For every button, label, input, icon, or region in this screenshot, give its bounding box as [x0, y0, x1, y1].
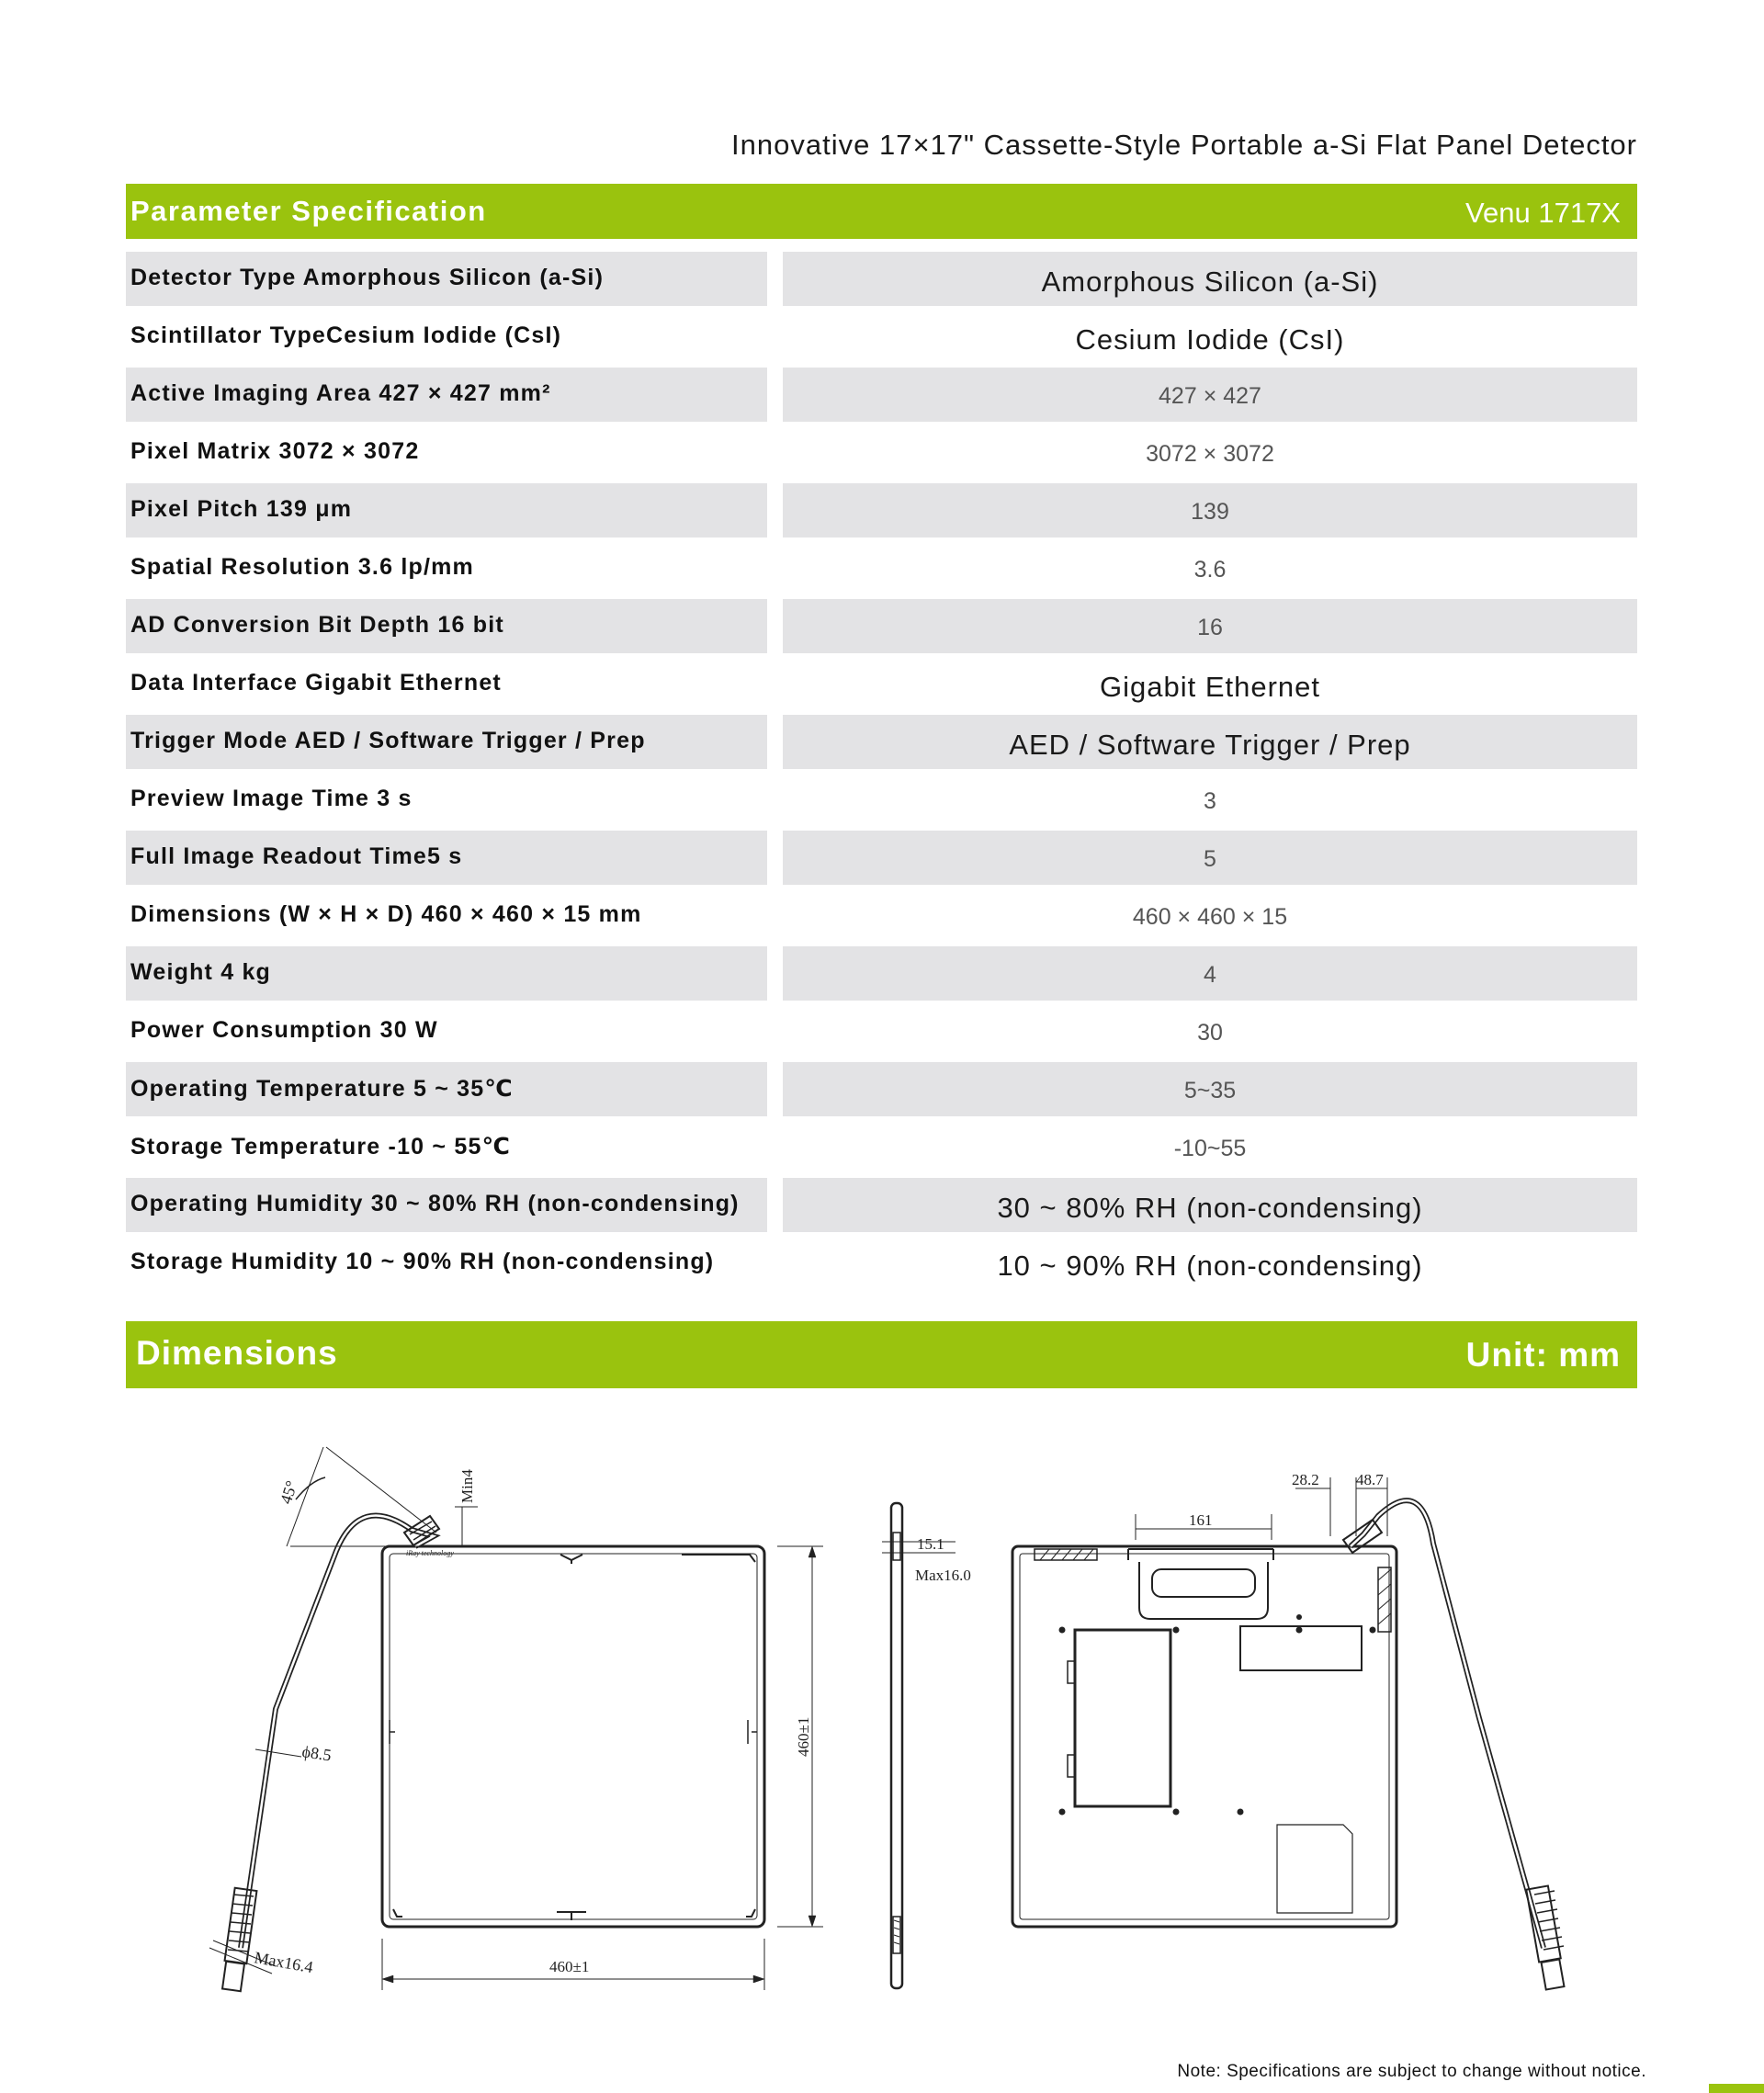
spec-value: 3072 × 3072 [1146, 441, 1274, 467]
spec-cell [783, 252, 1637, 306]
unit-label: Unit: mm [1465, 1336, 1621, 1374]
label-height: 460±1 [795, 1716, 812, 1757]
spec-cell [783, 310, 1637, 364]
dimension-drawing [0, 1397, 1764, 2040]
dimensions-header-bar [126, 1321, 1637, 1388]
param-label: Full Image Readout Time5 s [130, 843, 463, 869]
spec-cell [783, 1062, 1637, 1116]
spec-cell [783, 773, 1637, 827]
param-cell [126, 946, 767, 1001]
param-cell [126, 773, 767, 827]
param-label: Weight 4 kg [130, 959, 272, 985]
table-row [0, 715, 1764, 773]
footnote: Note: Specifications are subject to change without notice. [1177, 2062, 1646, 2081]
spec-value: 30 [1197, 1020, 1223, 1046]
param-label: Operating Temperature 5 ~ 35℃ [130, 1076, 514, 1102]
param-label: Trigger Mode AED / Software Trigger / Prep [130, 728, 646, 753]
spec-cell [783, 946, 1637, 1001]
table-row [0, 657, 1764, 715]
table-row [0, 1120, 1764, 1178]
table-row [0, 1004, 1764, 1062]
spec-value: 16 [1197, 615, 1223, 640]
spec-cell [783, 715, 1637, 769]
spec-cell [783, 1178, 1637, 1232]
label-offset-b: 48.7 [1356, 1471, 1384, 1488]
spec-value: 3.6 [1193, 557, 1227, 583]
spec-value: Gigabit Ethernet [1099, 671, 1321, 703]
spec-value: 5~35 [1183, 1078, 1237, 1103]
table-row [0, 599, 1764, 657]
label-cable-diameter: ϕ8.5 [300, 1742, 333, 1765]
table-row [0, 1178, 1764, 1236]
param-cell [126, 1062, 767, 1116]
param-label: Preview Image Time 3 s [130, 786, 413, 811]
param-cell [126, 715, 767, 769]
param-cell [126, 483, 767, 537]
param-cell [126, 425, 767, 480]
spec-value: Amorphous Silicon (a-Si) [1041, 266, 1379, 298]
table-row [0, 888, 1764, 946]
spec-value: 10 ~ 90% RH (non-condensing) [997, 1250, 1423, 1282]
table-row [0, 773, 1764, 831]
spec-cell [783, 1004, 1637, 1058]
param-cell [126, 1236, 767, 1290]
param-cell [126, 831, 767, 885]
dimensions-title: Dimensions [136, 1334, 338, 1372]
param-label: Pixel Matrix 3072 × 3072 [130, 438, 420, 464]
param-cell [126, 310, 767, 364]
param-cell [126, 1120, 767, 1174]
spec-cell [783, 888, 1637, 943]
spec-cell [783, 541, 1637, 595]
param-cell [126, 599, 767, 653]
model-name: Venu 1717X [1465, 197, 1621, 229]
param-label: Storage Humidity 10 ~ 90% RH (non-condensing) [130, 1249, 715, 1274]
label-handle-width: 161 [1189, 1511, 1213, 1529]
spec-cell [783, 1120, 1637, 1174]
table-row [0, 1062, 1764, 1120]
label-width: 460±1 [549, 1958, 590, 1975]
param-cell [126, 888, 767, 943]
table-row [0, 946, 1764, 1004]
param-label: AD Conversion Bit Depth 16 bit [130, 612, 504, 638]
spec-cell [783, 831, 1637, 885]
spec-cell [783, 425, 1637, 480]
back-view [1012, 1477, 1564, 1990]
table-row [0, 368, 1764, 425]
table-row [0, 252, 1764, 310]
param-cell [126, 657, 767, 711]
spec-value: 4 [1204, 962, 1216, 988]
table-row [0, 310, 1764, 368]
front-view [209, 1447, 823, 1991]
spec-value: 3 [1204, 788, 1216, 814]
label-angle: 45° [276, 1478, 301, 1507]
param-label: Power Consumption 30 W [130, 1017, 438, 1043]
label-offset-a: 28.2 [1292, 1471, 1319, 1488]
spec-value: 427 × 427 [1159, 383, 1261, 409]
param-label: Storage Temperature -10 ~ 55℃ [130, 1134, 512, 1160]
param-label: Spatial Resolution 3.6 lp/mm [130, 554, 474, 580]
label-plug-max: Max16.4 [253, 1948, 315, 1977]
brand-mark: iRay technology [406, 1549, 454, 1557]
param-label: Operating Humidity 30 ~ 80% RH (non-condensing) [130, 1191, 740, 1216]
param-label: Detector Type Amorphous Silicon (a-Si) [130, 265, 605, 290]
spec-value: 139 [1191, 499, 1229, 525]
param-label: Active Imaging Area 427 × 427 mm² [130, 380, 551, 406]
param-label: Dimensions (W × H × D) 460 × 460 × 15 mm [130, 901, 642, 927]
corner-accent [1709, 2084, 1764, 2093]
param-label: Pixel Pitch 139 μm [130, 496, 353, 522]
table-row [0, 831, 1764, 888]
spec-cell [783, 599, 1637, 653]
param-cell [126, 1178, 767, 1232]
param-label: Scintillator TypeCesium Iodide (CsI) [130, 322, 562, 348]
spec-cell [783, 1236, 1637, 1290]
spec-header-title: Parameter Specification [130, 195, 487, 227]
spec-cell [783, 368, 1637, 422]
table-row [0, 483, 1764, 541]
spec-value: AED / Software Trigger / Prep [1009, 729, 1411, 761]
param-cell [126, 368, 767, 422]
table-row [0, 1236, 1764, 1294]
spec-value: Cesium Iodide (CsI) [1075, 323, 1345, 356]
table-row [0, 425, 1764, 483]
param-cell [126, 541, 767, 595]
param-label: Data Interface Gigabit Ethernet [130, 670, 502, 696]
param-cell [126, 1004, 767, 1058]
spec-value: -10~55 [1173, 1136, 1247, 1161]
label-min-clearance: Min4 [458, 1469, 476, 1503]
table-row [0, 541, 1764, 599]
spec-cell [783, 483, 1637, 537]
label-thickness-max: Max16.0 [915, 1567, 971, 1584]
param-cell [126, 252, 767, 306]
spec-header-bar [126, 184, 1637, 239]
document-title: Innovative 17×17" Cassette-Style Portable a-Si Flat Panel Detector [731, 129, 1637, 161]
spec-cell [783, 657, 1637, 711]
spec-value: 460 × 460 × 15 [1132, 904, 1288, 930]
label-thickness: 15.1 [917, 1535, 944, 1553]
spec-value: 5 [1204, 846, 1216, 872]
spec-value: 30 ~ 80% RH (non-condensing) [997, 1192, 1423, 1224]
